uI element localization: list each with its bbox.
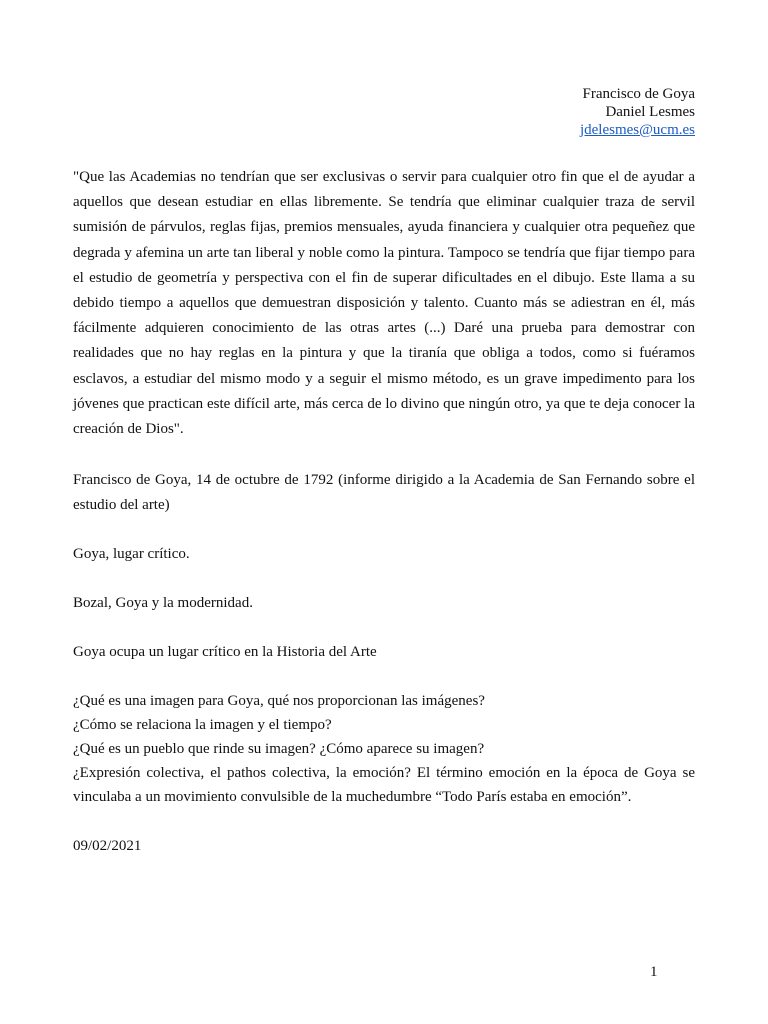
header-name: Daniel Lesmes — [605, 104, 695, 120]
question-item: ¿Cómo se relaciona la imagen y el tiempo? — [73, 717, 332, 734]
question-item: ¿Qué es un pueblo que rinde su imagen? ¿Cómo aparece su imagen? — [73, 741, 485, 758]
question-list — [73, 689, 695, 809]
heading-lugar-critico: Goya, lugar crítico. — [73, 546, 190, 563]
document-header — [580, 85, 695, 139]
document-date: 09/02/2021 — [73, 838, 142, 855]
page-number: 1 — [650, 964, 658, 980]
question-item: ¿Expresión colectiva, el pathos colectiva, la emoción? El término emoción en la época de Goya se vinculaba a un movimiento convulsible de la muchedumbre “Todo París estaba en emoción”. — [73, 765, 695, 806]
heading-bozal: Bozal, Goya y la modernidad. — [73, 595, 253, 612]
goya-quote: "Que las Academias no tendrían que ser exclusivas o servir para cualquier otro fin que el de ayudar a aquellos que desean estudiar en ellas libremente. Se tendría que eliminar cualquier traza de servil sumisión de párvulos, reglas fijas, premios mensuales, ayuda financiera y cualquier otra pequeñez que degrada y afemina un arte tan liberal y noble como la pintura. Tampoco se tendría que fijar tiempo para el estudio de geometría y perspectiva con el fin de superar dificultades en el dibujo. Este llama a su debido tiempo a aquellos que demuestran disposición y talento. Cuanto más se adiestran en él, más fácilmente adquieren conocimiento de las otras artes (...) Daré una prueba para demostrar con realidades que no hay reglas en la pintura y que la tiranía que obliga a todos, como si fuéramos esclavos, a estudiar del mismo modo y a seguir el mismo método, es un grave impedimento para los jóvenes que practican este difícil arte, más cerca de lo divino que ningún otro, ya que te deja conocer la creación de Dios". — [73, 169, 695, 438]
email-link[interactable]: jdelesmes@ucm.es — [579, 122, 695, 138]
quote-source: Francisco de Goya, 14 de octubre de 1792 (informe dirigido a la Academia de San Fernando sobre el estudio del arte) — [73, 472, 695, 514]
question-item: ¿Qué es una imagen para Goya, qué nos proporcionan las imágenes? — [73, 693, 485, 710]
header-author: Francisco de Goya — [582, 86, 695, 102]
document-body — [73, 165, 695, 859]
heading-historia-arte: Goya ocupa un lugar crítico en la Historia del Arte — [73, 644, 377, 661]
